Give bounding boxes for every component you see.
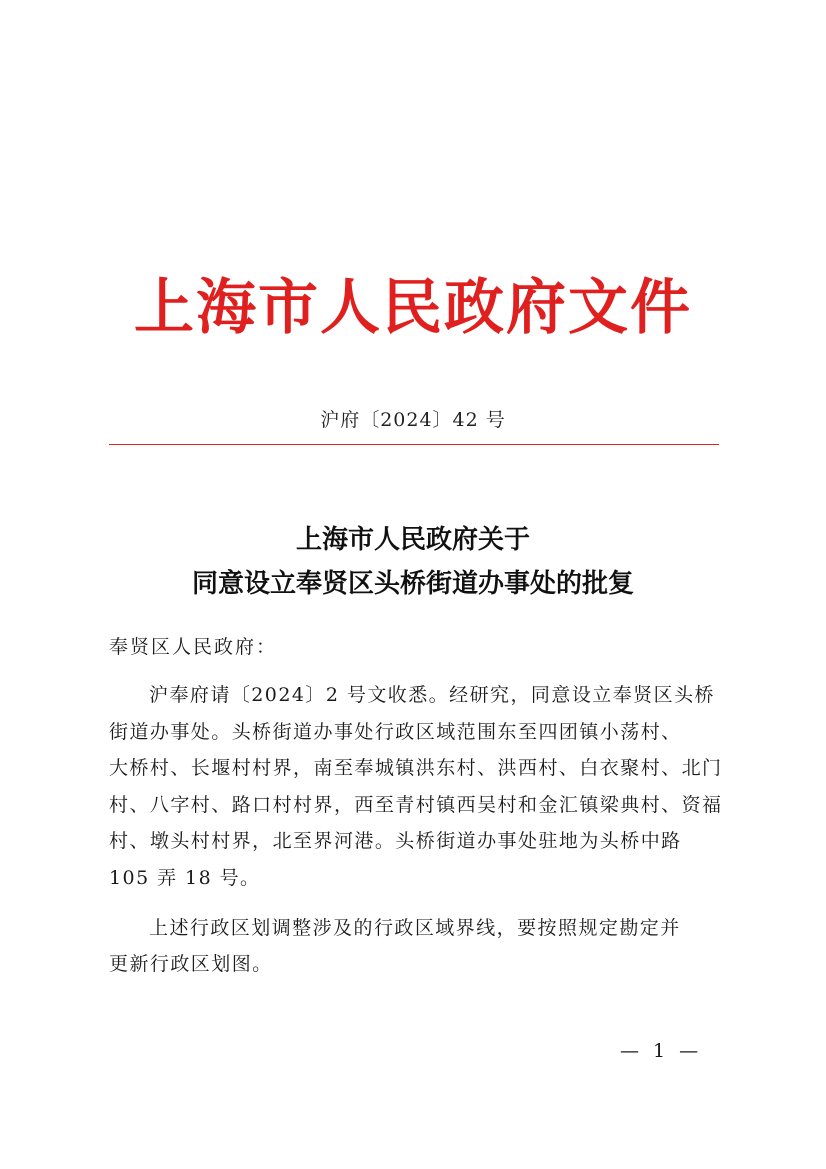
paragraph-1-line: 105 弄 18 号。 <box>109 866 261 889</box>
document-body <box>109 677 723 983</box>
document-title-line-1: 上海市人民政府关于 <box>295 525 530 555</box>
document-number: 沪府〔2024〕42 号 <box>320 409 506 431</box>
paragraph-1-line: 沪奉府请〔2024〕2 号文收悉。经研究，同意设立奉贤区头桥 <box>149 684 715 706</box>
document-title-line-2: 同意设立奉贤区头桥街道办事处的批复 <box>191 569 634 599</box>
red-divider-line <box>109 444 719 445</box>
paragraph-1-line: 村、八字村、路口村村界，西至青村镇西吴村和金汇镇梁典村、资福 <box>109 793 723 816</box>
paragraph-1-line: 大桥村、长堰村村界，南至奉城镇洪东村、洪西村、白衣聚村、北门 <box>109 757 723 780</box>
addressee: 奉贤区人民政府： <box>109 636 278 658</box>
paragraph-2-line: 更新行政区划图。 <box>109 953 273 976</box>
paragraph-gap <box>109 897 719 910</box>
page-number: — 1 — <box>620 1040 703 1062</box>
document-title <box>0 518 826 606</box>
paragraph-2-line: 上述行政区划调整涉及的行政区域界线，要按照规定勘定并 <box>149 916 681 939</box>
paragraph-1-line: 村、墩头村村界，北至界河港。头桥街道办事处驻地为头桥中路 <box>109 830 682 853</box>
paragraph-1-line: 街道办事处。头桥街道办事处行政区域范围东至四团镇小荡村、 <box>109 720 682 743</box>
masthead-title: 上海市人民政府文件 <box>134 273 692 343</box>
paragraph-1 <box>109 677 723 897</box>
paragraph-2 <box>109 910 719 983</box>
